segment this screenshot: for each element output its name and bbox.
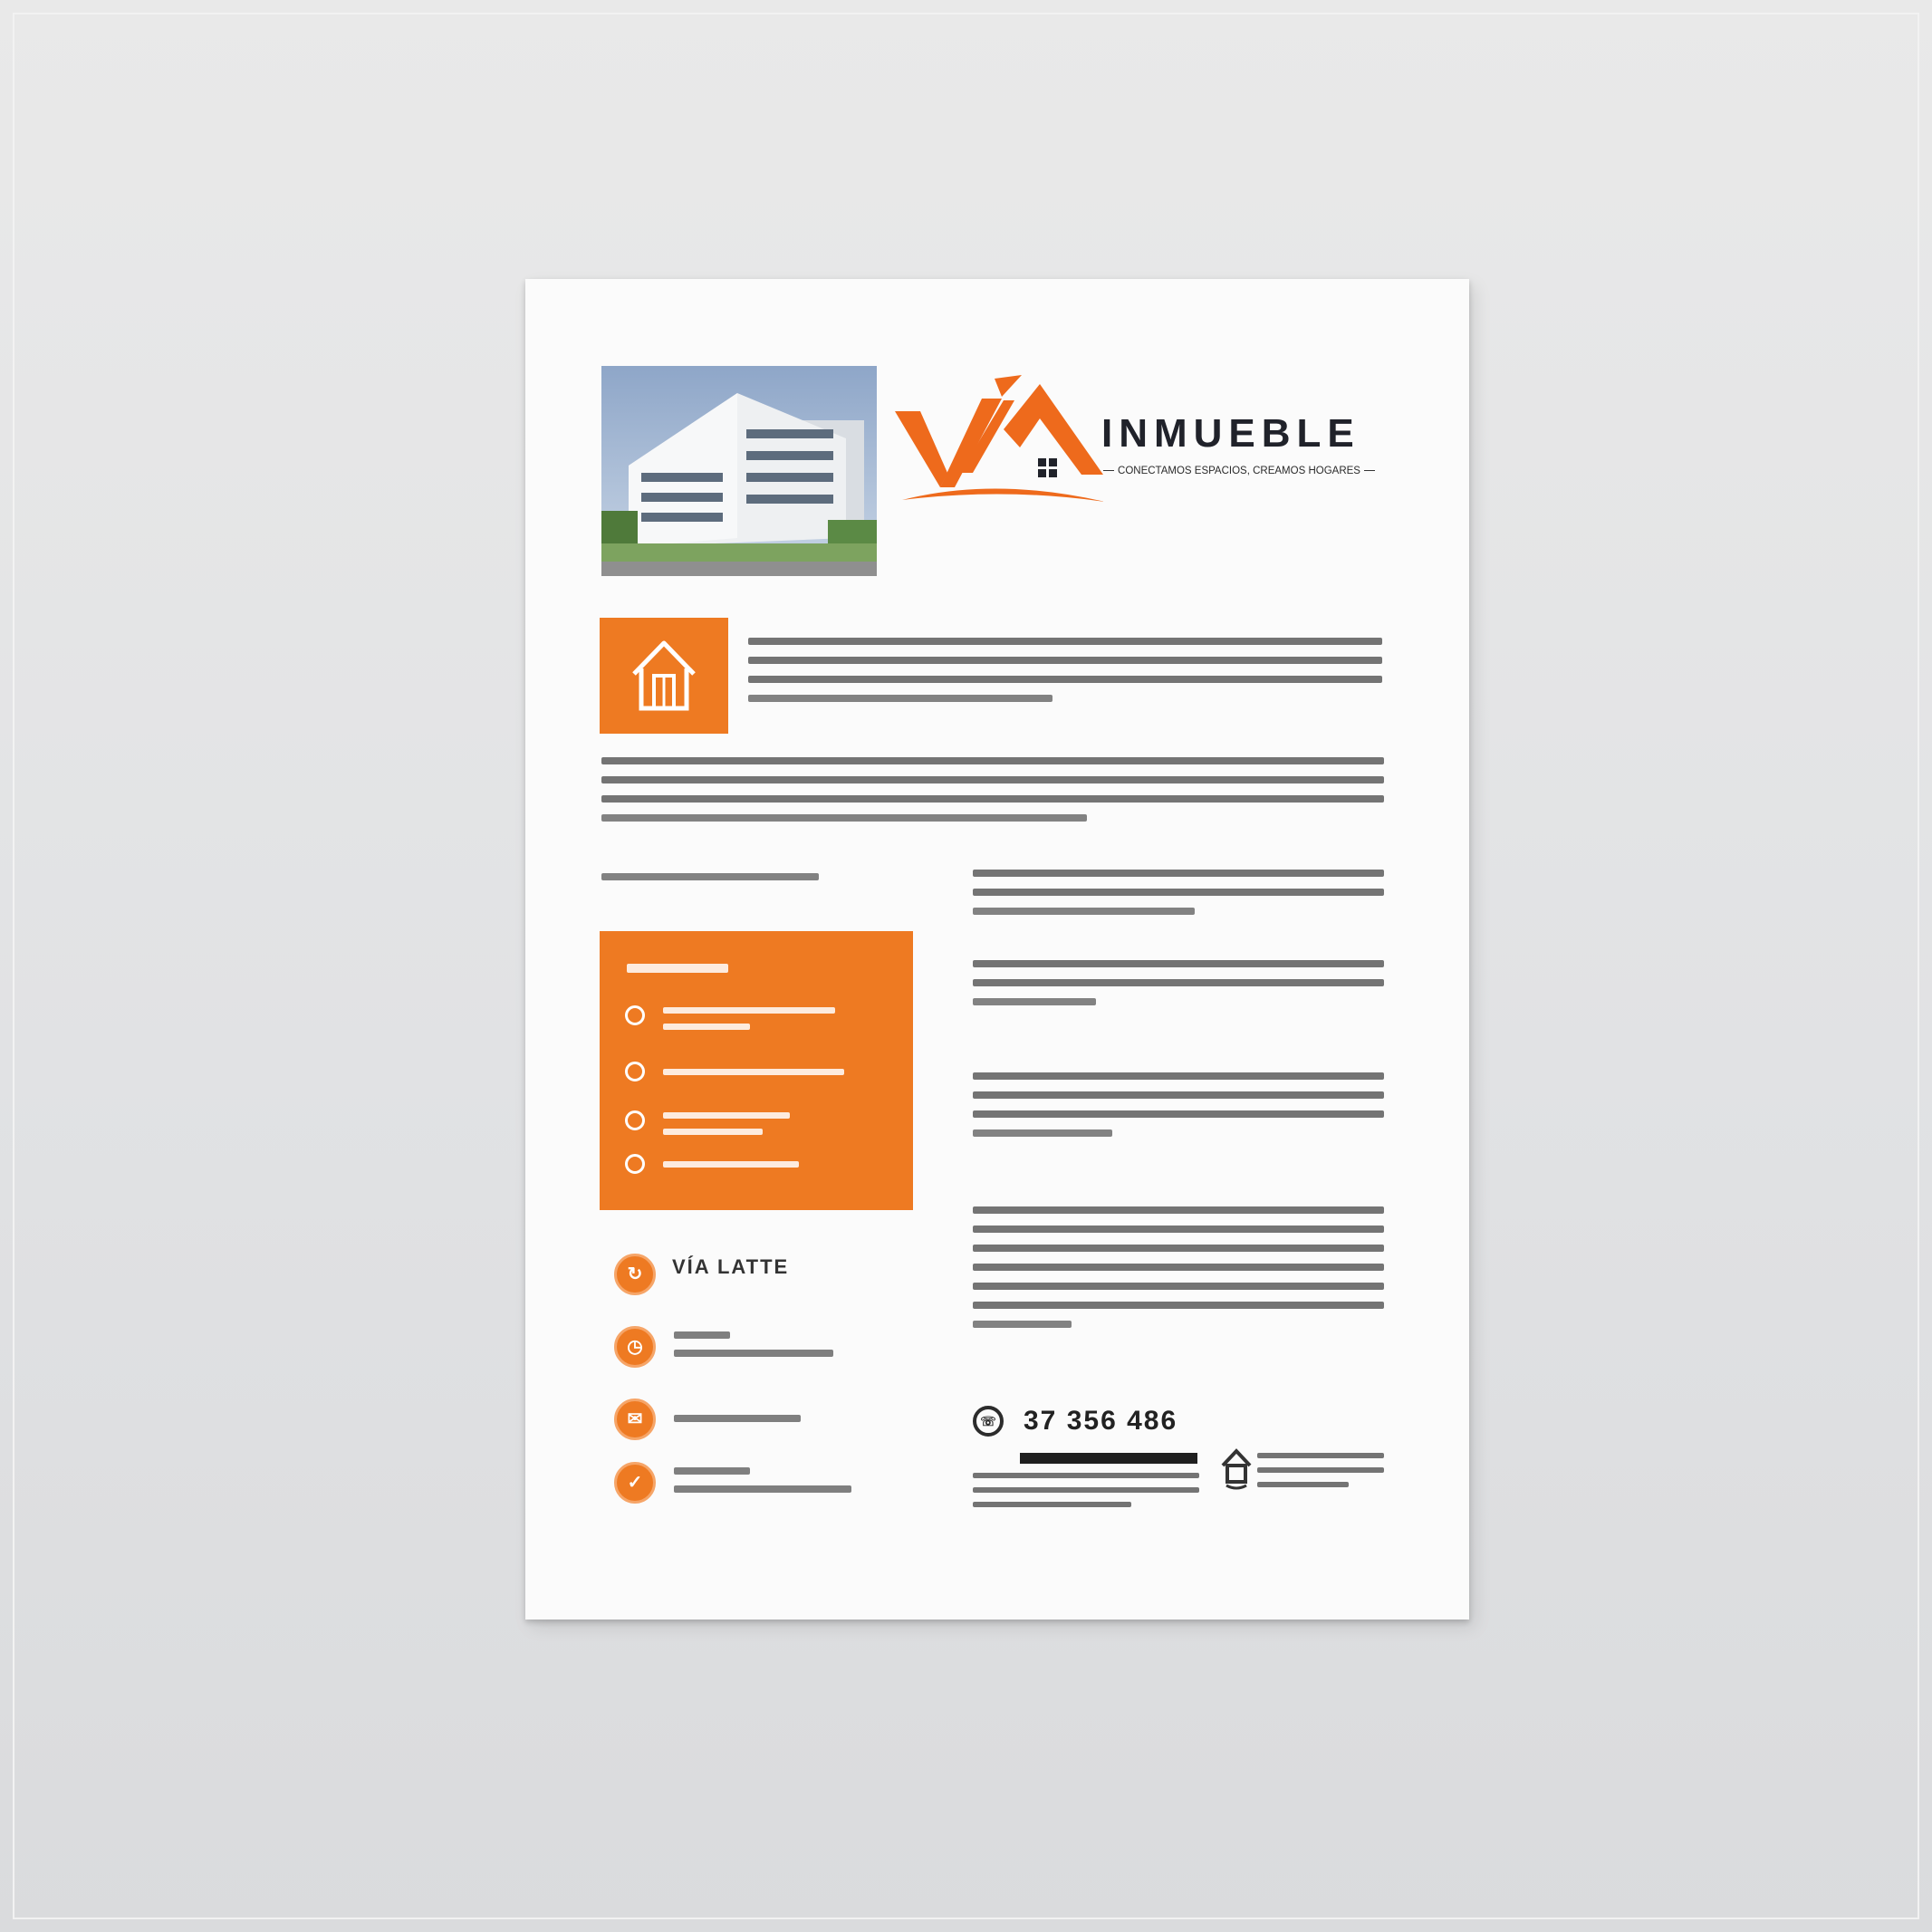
email-icon: ✉ bbox=[614, 1399, 656, 1440]
house-badge-icon bbox=[1221, 1447, 1252, 1495]
web-icon: ✓ bbox=[614, 1462, 656, 1504]
office-lines bbox=[1257, 1453, 1384, 1499]
check-icon bbox=[625, 1062, 645, 1081]
right-paragraph-4 bbox=[973, 1206, 1384, 1340]
via-logo-mark-icon bbox=[895, 375, 1103, 511]
right-paragraph-3 bbox=[973, 1072, 1384, 1149]
body-paragraph bbox=[601, 757, 1384, 833]
location-icon: ↻ bbox=[614, 1254, 656, 1295]
flyer-sheet bbox=[525, 279, 1469, 1620]
features-title bbox=[627, 964, 728, 973]
key-icon bbox=[625, 1110, 645, 1130]
divider-bar bbox=[1020, 1453, 1197, 1464]
home-icon bbox=[625, 1005, 645, 1025]
phone-icon: ☏ bbox=[973, 1406, 1004, 1437]
salutation-line bbox=[601, 873, 819, 892]
right-paragraph-2 bbox=[973, 960, 1384, 1017]
house-outline-icon bbox=[629, 636, 699, 716]
check-icon bbox=[625, 1154, 645, 1174]
features-box bbox=[600, 931, 913, 1210]
phone-number: 37 356 486 bbox=[1024, 1406, 1178, 1436]
right-paragraph-1 bbox=[973, 870, 1384, 927]
brand-tagline: CONECTAMOS ESPACIOS, CREAMOS HOGARES bbox=[1085, 466, 1393, 476]
clock-icon: ◷ bbox=[614, 1326, 656, 1368]
address-lines bbox=[973, 1473, 1199, 1519]
brand-logo bbox=[895, 375, 1402, 556]
contact-heading: VÍA LATTE bbox=[672, 1255, 790, 1278]
house-icon-box bbox=[600, 618, 728, 734]
intro-paragraph bbox=[748, 638, 1382, 714]
building-photo bbox=[601, 366, 877, 576]
brand-name: INMUEBLE bbox=[1101, 411, 1360, 456]
